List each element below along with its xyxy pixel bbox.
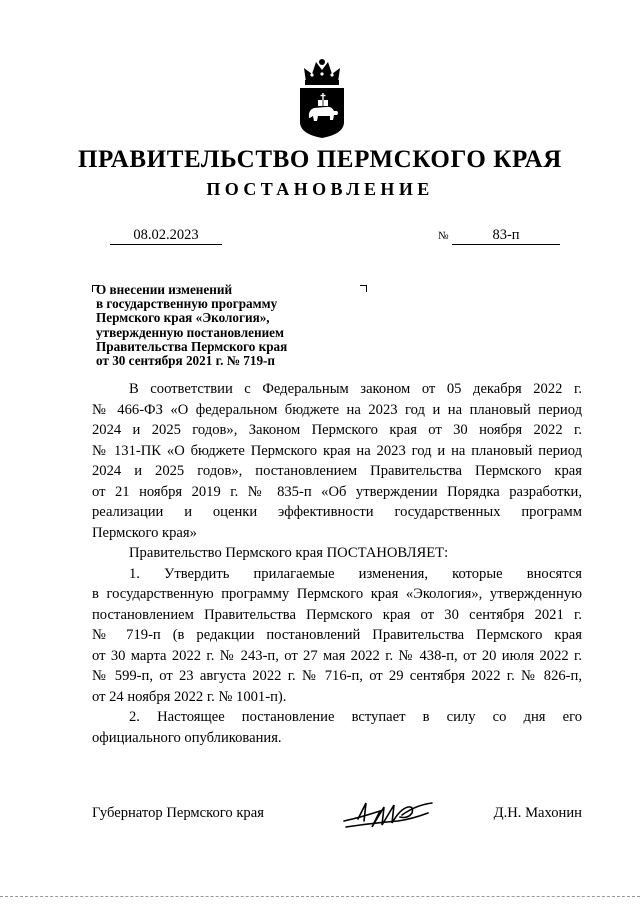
subject-line: Правительства Пермского края bbox=[96, 338, 288, 354]
document-type: ПОСТАНОВЛЕНИЕ bbox=[206, 179, 434, 199]
signature-block bbox=[92, 805, 582, 845]
body-line: В соответствии с Федеральным законом от 05 декабря 2022 г. bbox=[129, 381, 582, 397]
body-line: 2024 и 2025 годов», Законом Пермского края от 30 ноября 2022 г. bbox=[92, 422, 582, 438]
document-number: 83-п bbox=[452, 226, 560, 245]
handwritten-signature-icon bbox=[342, 797, 437, 831]
subject-line: Пермского края «Экология», bbox=[96, 310, 270, 326]
subject-line: от 30 сентября 2021 г. № 719-п bbox=[96, 353, 276, 369]
body-line: официального опубликования. bbox=[92, 729, 282, 746]
subject-line: утвержденную постановлением bbox=[96, 324, 285, 340]
body-line: № 599-п, от 23 августа 2022 г. № 716-п, от 29 сентября 2022 г. № 826-п, bbox=[92, 668, 582, 684]
body-line: № 719-п (в редакции постановлений Правительства Пермского края bbox=[92, 627, 582, 643]
body-line: реализации и оценки эффективности государственных программ bbox=[92, 504, 582, 520]
body-line: постановлением Правительства Пермского края от 30 сентября 2021 г. bbox=[92, 606, 582, 623]
body-line: № 466-ФЗ «О федеральном бюджете на 2023 год и на плановый период bbox=[92, 401, 582, 418]
number-sign: № bbox=[438, 230, 449, 242]
body-line: в государственную программу Пермского края «Экология», утвержденную bbox=[92, 586, 582, 602]
body-line: от 21 ноября 2019 г. № 835-п «Об утверждении Порядка разработки, bbox=[92, 483, 582, 500]
body-line: 2. Настоящее постановление вступает в силу со дня его bbox=[129, 709, 582, 725]
government-name: ПРАВИТЕЛЬСТВО ПЕРМСКОГО КРАЯ bbox=[78, 146, 562, 173]
decree-paragraph bbox=[92, 543, 582, 564]
item-1-paragraph bbox=[92, 564, 582, 708]
document-date: 08.02.2023 bbox=[110, 226, 222, 245]
signer-position: Губернатор Пермского края bbox=[92, 805, 264, 821]
body-line: 1. Утвердить прилагаемые изменения, которые вносятся bbox=[129, 565, 582, 582]
body-line: 2024 и 2025 годов», постановлением Правительства Пермского края bbox=[92, 463, 582, 479]
body-line: Пермского края» bbox=[92, 524, 197, 541]
decree-phrase: Правительство Пермского края ПОСТАНОВЛЯЕТ: bbox=[129, 545, 449, 561]
preamble-paragraph bbox=[92, 379, 582, 543]
body-line: от 30 марта 2022 г. № 243-п, от 27 мая 2022 г. № 438-п, от 20 июля 2022 г. bbox=[92, 647, 582, 664]
document-body bbox=[92, 379, 582, 748]
item-2-paragraph bbox=[92, 707, 582, 748]
subject-line: в государственную программу bbox=[96, 296, 278, 312]
signer-name: Д.Н. Махонин bbox=[493, 805, 582, 821]
coat-of-arms-icon bbox=[296, 56, 348, 140]
page-edge-divider bbox=[0, 896, 640, 897]
document-subject bbox=[96, 283, 416, 368]
body-line: от 24 ноября 2022 г. № 1001-п). bbox=[92, 688, 287, 705]
subject-line: О внесении изменений bbox=[96, 282, 233, 297]
body-line: № 131-ПК «О бюджете Пермского края на 2023 год и на плановый период bbox=[92, 442, 582, 459]
